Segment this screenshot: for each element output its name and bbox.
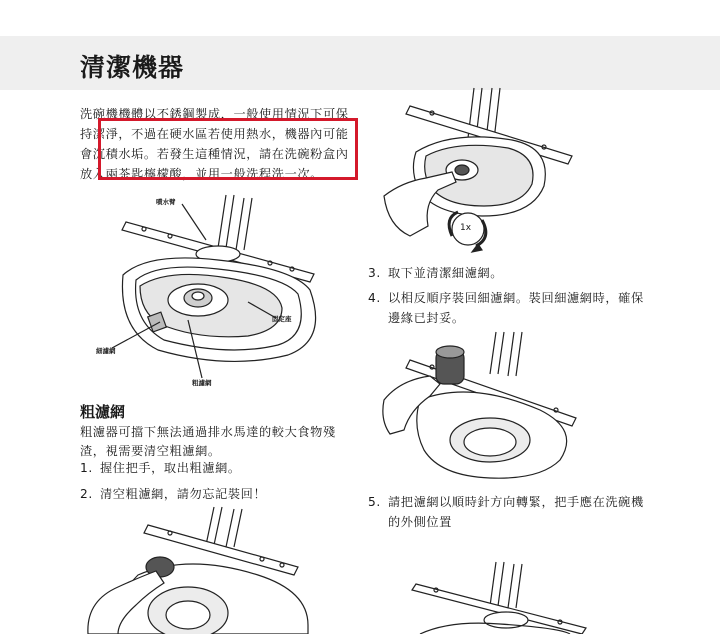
step-number: 3. <box>368 266 381 280</box>
fine-filter-twist-diagram <box>382 86 582 256</box>
fine-filter-install-diagram <box>380 330 580 480</box>
highlight-box <box>98 118 358 180</box>
label-fixed-base: 固定座 <box>272 315 292 323</box>
intro-line: 洗碗機機體以不銹鋼製成，一般使用情況下可保 <box>80 107 349 121</box>
intro-line: 會沉積水垢。若發生這種情況，請在洗碗粉盒內 <box>80 147 349 161</box>
step-number: 2. <box>80 487 93 501</box>
step-1 <box>80 458 241 478</box>
label-fine-filter: 細濾網 <box>96 347 116 355</box>
label-spray-arm: 噴水臂 <box>156 198 176 206</box>
step-5 <box>368 492 644 532</box>
step-2 <box>80 484 266 504</box>
filter-assembly-diagram <box>78 190 338 390</box>
body-line: 渣，視需要清空粗濾網。 <box>80 444 221 458</box>
step-text: 以相反順序裝回細濾網。裝回細濾網時，確保 <box>388 291 644 305</box>
step-text-continued: 邊緣已封妥。 <box>388 311 465 325</box>
final-assembly-diagram <box>410 560 590 634</box>
page-title: 清潔機器 <box>80 53 185 82</box>
body-line: 粗濾器可擋下無法通過排水馬達的較大食物殘 <box>80 425 336 439</box>
coarse-filter-body <box>80 423 365 461</box>
section-title-coarse-filter: 粗濾網 <box>80 403 126 421</box>
coarse-filter-removal-diagram <box>78 505 308 634</box>
step-4 <box>368 288 644 328</box>
step-text: 握住把手，取出粗濾網。 <box>100 461 241 475</box>
rotation-badge: 1x <box>460 223 472 233</box>
intro-line: 持潔淨，不過在硬水區若使用熱水，機器內可能 <box>80 127 349 141</box>
step-number: 1. <box>80 461 93 475</box>
step-text-continued: 的外側位置 <box>388 515 452 529</box>
step-text: 請把濾網以順時針方向轉緊，把手應在洗碗機 <box>388 495 644 509</box>
step-text: 清空粗濾網，請勿忘記裝回！ <box>100 487 267 501</box>
step-3 <box>368 263 503 283</box>
label-coarse-filter: 粗濾網 <box>192 379 212 387</box>
intro-line: 放入兩茶匙檸檬酸，並用一般洗程洗一次。 <box>80 167 323 181</box>
step-text: 取下並清潔細濾網。 <box>388 266 504 280</box>
step-number: 5. <box>368 495 381 509</box>
step-number: 4. <box>368 291 381 305</box>
